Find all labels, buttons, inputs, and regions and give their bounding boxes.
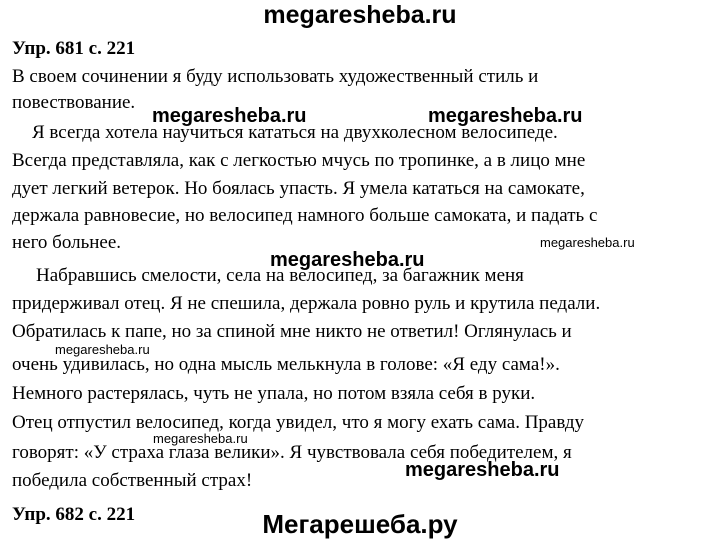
text-line: держала равновесие, но велосипед намного больше самоката, и падать с [12,205,598,226]
text-line: него больнее. [12,232,122,253]
text-line: Я всегда хотела научиться кататься на двухколесном велосипеде. [32,122,558,143]
watermark-bottom: Мегарешеба.ру [262,509,458,539]
watermark-inline: megaresheba.ru [540,235,635,250]
text-line: Всегда представляла, как с легкостью мчусь по тропинке, а в лицо мне [12,150,586,171]
text-line: победила собственный страх! [12,470,253,491]
watermark-inline: megaresheba.ru [152,105,307,127]
exercise-heading: Упр. 681 с. 221 [12,38,136,59]
text-line: Обратилась к папе, но за спиной мне никто не ответил! Оглянулась и [12,321,572,342]
next-exercise-heading: Упр. 682 с. 221 [12,504,136,525]
text-line: Отец отпустил велосипед, когда увидел, что я могу ехать сама. Правду [12,412,585,433]
watermark-inline: megaresheba.ru [55,342,150,357]
watermark-top: megaresheba.ru [263,1,457,29]
text-line: повествование. [12,92,136,113]
watermark-inline: megaresheba.ru [428,105,583,127]
watermark-inline: megaresheba.ru [270,249,425,271]
text-line: В своем сочинении я буду использовать художественный стиль и [12,66,539,87]
text-line: Немного растерялась, чуть не упала, но потом взяла себя в руки. [12,383,536,404]
text-line: дует легкий ветерок. Но боялась упасть. Я умела кататься на самокате, [12,178,585,199]
text-line: очень удивилась, но одна мысль мелькнула в голове: «Я еду сама!». [12,354,560,375]
watermark-inline: megaresheba.ru [153,431,248,446]
text-line: говорят: «У страха глаза велики». Я чувствовала себя победителем, я [12,442,572,463]
watermark-inline: megaresheba.ru [405,459,560,481]
text-line: придерживал отец. Я не спешила, держала ровно руль и крутила педали. [12,293,601,314]
text-line: Набравшись смелости, села на велосипед, за багажник меня [36,265,524,286]
